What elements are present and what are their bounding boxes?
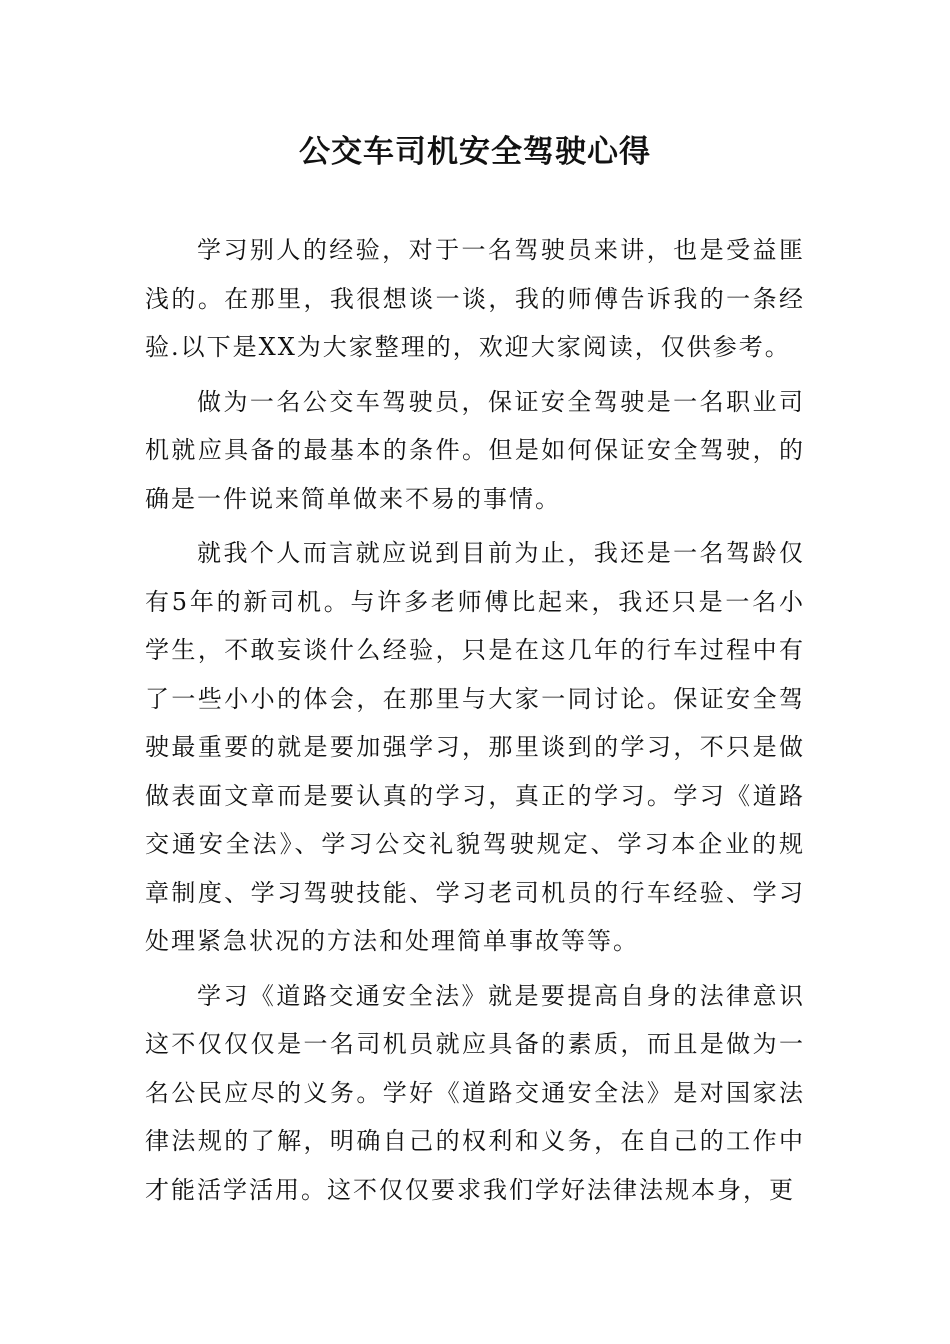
document-body xyxy=(145,226,805,1220)
document-title: 公交车司机安全驾驶心得 xyxy=(299,134,651,170)
paragraph: 就我个人而言就应说到目前为止，我还是一名驾龄仅有5年的新司机。与许多老师傅比起来，我还只是一名小学生，不敢妄谈什么经验，只是在这几年的行车过程中有了一些小小的体会，在那里与大家一同讨论。保证安全驾驶最重要的就是要加强学习，那里谈到的学习，不只是做做表面文章而是要认真的学习，真正的学习。学习《道路交通安全法》、学习公交礼貌驾驶规定、学习本企业的规章制度、学习驾驶技能、学习老司机员的行车经验、学习处理紧急状况的方法和处理简单事故等等。 xyxy=(145,539,805,955)
paragraph: 做为一名公交车驾驶员，保证安全驾驶是一名职业司机就应具备的最基本的条件。但是如何保证安全驾驶，的确是一件说来简单做来不易的事情。 xyxy=(145,387,805,513)
paragraph: 学习《道路交通安全法》就是要提高自身的法律意识这不仅仅仅是一名司机员就应具备的素质，而且是做为一名公民应尽的义务。学好《道路交通安全法》是对国家法律法规的了解，明确自己的权利和义务，在自己的工作中才能活学活用。这不仅仅要求我们学好法律法规本身，更 xyxy=(145,981,805,1204)
paragraph: 学习别人的经验，对于一名驾驶员来讲，也是受益匪浅的。在那里，我很想谈一谈，我的师傅告诉我的一条经验.以下是XX为大家整理的，欢迎大家阅读，仅供参考。 xyxy=(145,236,805,361)
